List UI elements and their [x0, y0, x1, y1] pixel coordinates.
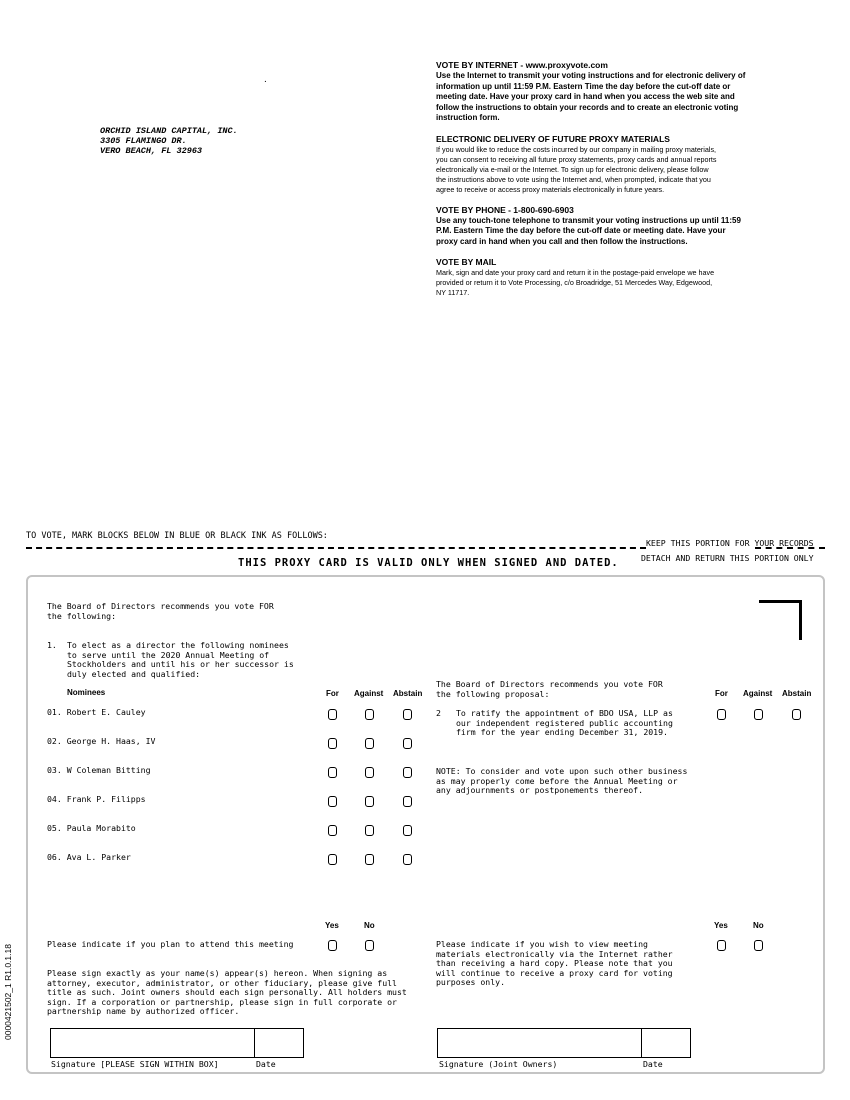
marking-instructions: TO VOTE, MARK BLOCKS BELOW IN BLUE OR BLACK INK AS FOLLOWS:	[26, 531, 328, 541]
abstain-checkbox[interactable]	[792, 709, 801, 720]
note-text	[436, 767, 687, 796]
board-recommendation-left	[47, 602, 274, 621]
recommendation-line: The Board of Directors recommends you vote FOR	[47, 601, 274, 611]
signature-box[interactable]	[50, 1028, 304, 1058]
nominee-name: 05. Paula Morabito	[47, 823, 136, 833]
electronic-view-question	[436, 940, 673, 988]
proposal-2-line: firm for the year ending December 31, 2019.	[456, 727, 668, 738]
recommendation-line: the following proposal:	[436, 688, 550, 699]
joint-date-label: Date	[643, 1059, 663, 1069]
abstain-checkbox[interactable]	[403, 854, 412, 865]
vote-internet-line: follow the instructions to obtain your records and to create an electronic voting	[436, 102, 739, 112]
for-column-header: For	[715, 689, 728, 698]
company-address	[100, 126, 238, 156]
electronic-delivery-line: If you would like to reduce the costs incurred by our company in mailing proxy materials,	[436, 144, 717, 154]
abstain-checkbox[interactable]	[403, 709, 412, 720]
attend-no-checkbox[interactable]	[365, 940, 374, 951]
note-line: as may properly come before the Annual Meeting or	[436, 775, 678, 786]
electronic-delivery-line: you can consent to receiving all future proxy statements, proxy cards and annual reports	[436, 154, 717, 164]
document-code: 0000421502_1 R1.0.1.18	[3, 944, 13, 1040]
dot-mark: .	[264, 74, 267, 85]
joint-signature-date-divider	[641, 1028, 642, 1058]
signing-instructions-line: partnership name by authorized officer.	[47, 1006, 240, 1017]
recommendation-line: the following:	[47, 610, 117, 621]
nominee-name: 03. W Coleman Bitting	[47, 765, 151, 775]
electronic-delivery-heading: ELECTRONIC DELIVERY OF FUTURE PROXY MATERIALS	[436, 133, 670, 144]
nominee-name: 06. Ava L. Parker	[47, 852, 131, 862]
voting-instructions	[436, 60, 766, 308]
electronic-view-line: materials electronically via the Internet rather	[436, 948, 673, 959]
abstain-column-header: Abstain	[393, 689, 423, 698]
against-checkbox[interactable]	[365, 825, 374, 836]
date-label: Date	[256, 1059, 276, 1069]
vote-phone-heading: VOTE BY PHONE - 1-800-690-6903	[436, 204, 574, 215]
against-checkbox[interactable]	[754, 709, 763, 720]
for-checkbox[interactable]	[328, 796, 337, 807]
attend-yes-checkbox[interactable]	[328, 940, 337, 951]
electronic-delivery-line: agree to receive or access proxy materials electronically in future years.	[436, 184, 665, 194]
electronic-view-line: purposes only.	[436, 977, 506, 988]
vote-internet-line: information up until 11:59 P.M. Eastern Time the day before the cut-off date or	[436, 81, 731, 91]
abstain-checkbox[interactable]	[403, 767, 412, 778]
proposal-1-text	[67, 641, 294, 679]
vote-mail-line: Mark, sign and date your proxy card and return it in the postage-paid envelope we have	[436, 268, 715, 277]
electronic-yes-checkbox[interactable]	[717, 940, 726, 951]
vote-mail-line: provided or return it to Vote Processing, c/o Broadridge, 51 Mercedes Way, Edgewood,	[436, 278, 713, 287]
proposal-1-number: 1.	[47, 640, 57, 650]
signing-instructions-line: title as such. Joint owners should each sign personally. All holders must	[47, 987, 407, 998]
note-line: NOTE: To consider and vote upon such other business	[436, 766, 688, 776]
vote-mail-line: NY 11717.	[436, 288, 470, 297]
yes-column-header: Yes	[714, 921, 728, 930]
vote-mail-heading: VOTE BY MAIL	[436, 257, 497, 267]
joint-signature-label: Signature (Joint Owners)	[439, 1059, 558, 1069]
vote-by-internet-section	[436, 60, 766, 124]
against-checkbox[interactable]	[365, 709, 374, 720]
nominee-name: 01. Robert E. Cauley	[47, 707, 146, 717]
signing-instructions-line: attorney, executor, administrator, or other fiduciary, please give full	[47, 977, 397, 988]
vote-phone-line: proxy card in hand when you call and then follow the instructions.	[436, 236, 688, 246]
signing-instructions-line: sign. If a corporation or partnership, please sign in full corporate or	[47, 996, 397, 1007]
keep-portion-label: KEEP THIS PORTION FOR YOUR RECORDS	[646, 538, 814, 548]
validity-notice: THIS PROXY CARD IS VALID ONLY WHEN SIGNED AND DATED.	[238, 557, 619, 569]
abstain-checkbox[interactable]	[403, 796, 412, 807]
detach-line	[26, 547, 646, 549]
signature-label: Signature [PLEASE SIGN WITHIN BOX]	[51, 1059, 219, 1069]
signing-instructions-line: Please sign exactly as your name(s) appear(s) hereon. When signing as	[47, 968, 388, 978]
against-checkbox[interactable]	[365, 738, 374, 749]
for-checkbox[interactable]	[328, 738, 337, 749]
proposal-2-text	[456, 709, 673, 738]
for-checkbox[interactable]	[717, 709, 726, 720]
proposal-2-line: To ratify the appointment of BDO USA, LLP as	[456, 708, 673, 718]
proposal-1-line: to serve until the 2020 Annual Meeting of	[67, 649, 270, 660]
signing-instructions	[47, 969, 407, 1017]
vote-internet-line: Use the Internet to transmit your voting instructions and for electronic delivery of	[436, 71, 746, 80]
nominee-name: 04. Frank P. Filipps	[47, 794, 146, 804]
yes-column-header: Yes	[325, 921, 339, 930]
board-recommendation-right	[436, 680, 663, 699]
recommendation-line: The Board of Directors recommends you vote FOR	[436, 679, 663, 689]
attend-meeting-question: Please indicate if you plan to attend this meeting	[47, 939, 294, 949]
against-checkbox[interactable]	[365, 767, 374, 778]
joint-signature-box[interactable]	[437, 1028, 691, 1058]
electronic-view-line: Please indicate if you wish to view meeting	[436, 939, 648, 949]
vote-by-phone-section	[436, 205, 766, 248]
nominee-name: 02. George H. Haas, IV	[47, 736, 156, 746]
vote-by-mail-section	[436, 257, 766, 298]
for-checkbox[interactable]	[328, 854, 337, 865]
electronic-view-line: than receiving a hard copy. Please note that you	[436, 958, 673, 969]
for-checkbox[interactable]	[328, 767, 337, 778]
address-line: ORCHID ISLAND CAPITAL, INC.	[100, 126, 238, 136]
no-column-header: No	[753, 921, 764, 930]
electronic-no-checkbox[interactable]	[754, 940, 763, 951]
abstain-column-header: Abstain	[782, 689, 812, 698]
against-column-header: Against	[743, 689, 773, 698]
no-column-header: No	[364, 921, 375, 930]
vote-phone-line: P.M. Eastern Time the day before the cut-off date or meeting date. Have your	[436, 226, 726, 235]
proposal-1-line: Stockholders and until his or her successor is	[67, 659, 294, 670]
vote-internet-heading: VOTE BY INTERNET - www.proxyvote.com	[436, 60, 608, 70]
detach-portion-label: DETACH AND RETURN THIS PORTION ONLY	[641, 553, 814, 563]
nominees-header: Nominees	[67, 688, 106, 697]
against-checkbox[interactable]	[365, 796, 374, 807]
for-checkbox[interactable]	[328, 709, 337, 720]
address-line: VERO BEACH, FL 32963	[100, 146, 203, 156]
vote-phone-line: Use any touch-tone telephone to transmit your voting instructions up until 11:59	[436, 215, 741, 225]
vote-internet-line: instruction form.	[436, 113, 500, 122]
for-column-header: For	[326, 689, 339, 698]
proposal-1-line: To elect as a director the following nominees	[67, 640, 289, 650]
vote-internet-line: meeting date. Have your proxy card in hand when you access the web site and	[436, 92, 735, 101]
against-checkbox[interactable]	[365, 854, 374, 865]
electronic-view-line: will continue to receive a proxy card for voting	[436, 967, 673, 978]
registration-mark	[759, 600, 802, 640]
against-column-header: Against	[354, 689, 384, 698]
electronic-delivery-line: electronically via e-mail or the Internet. To sign up for electronic delivery, please follow	[436, 164, 709, 174]
proposal-1-line: duly elected and qualified:	[67, 668, 201, 679]
signature-date-divider	[254, 1028, 255, 1058]
abstain-checkbox[interactable]	[403, 825, 412, 836]
address-line: 3305 FLAMINGO DR.	[100, 136, 187, 146]
proposal-2-line: our independent registered public accounting	[456, 717, 673, 728]
electronic-delivery-line: the instructions above to vote using the Internet and, when prompted, indicate that you	[436, 174, 711, 184]
electronic-delivery-section	[436, 134, 766, 195]
proposal-2-number: 2	[436, 708, 441, 718]
for-checkbox[interactable]	[328, 825, 337, 836]
note-line: any adjournments or postponements thereof.	[436, 785, 644, 796]
abstain-checkbox[interactable]	[403, 738, 412, 749]
